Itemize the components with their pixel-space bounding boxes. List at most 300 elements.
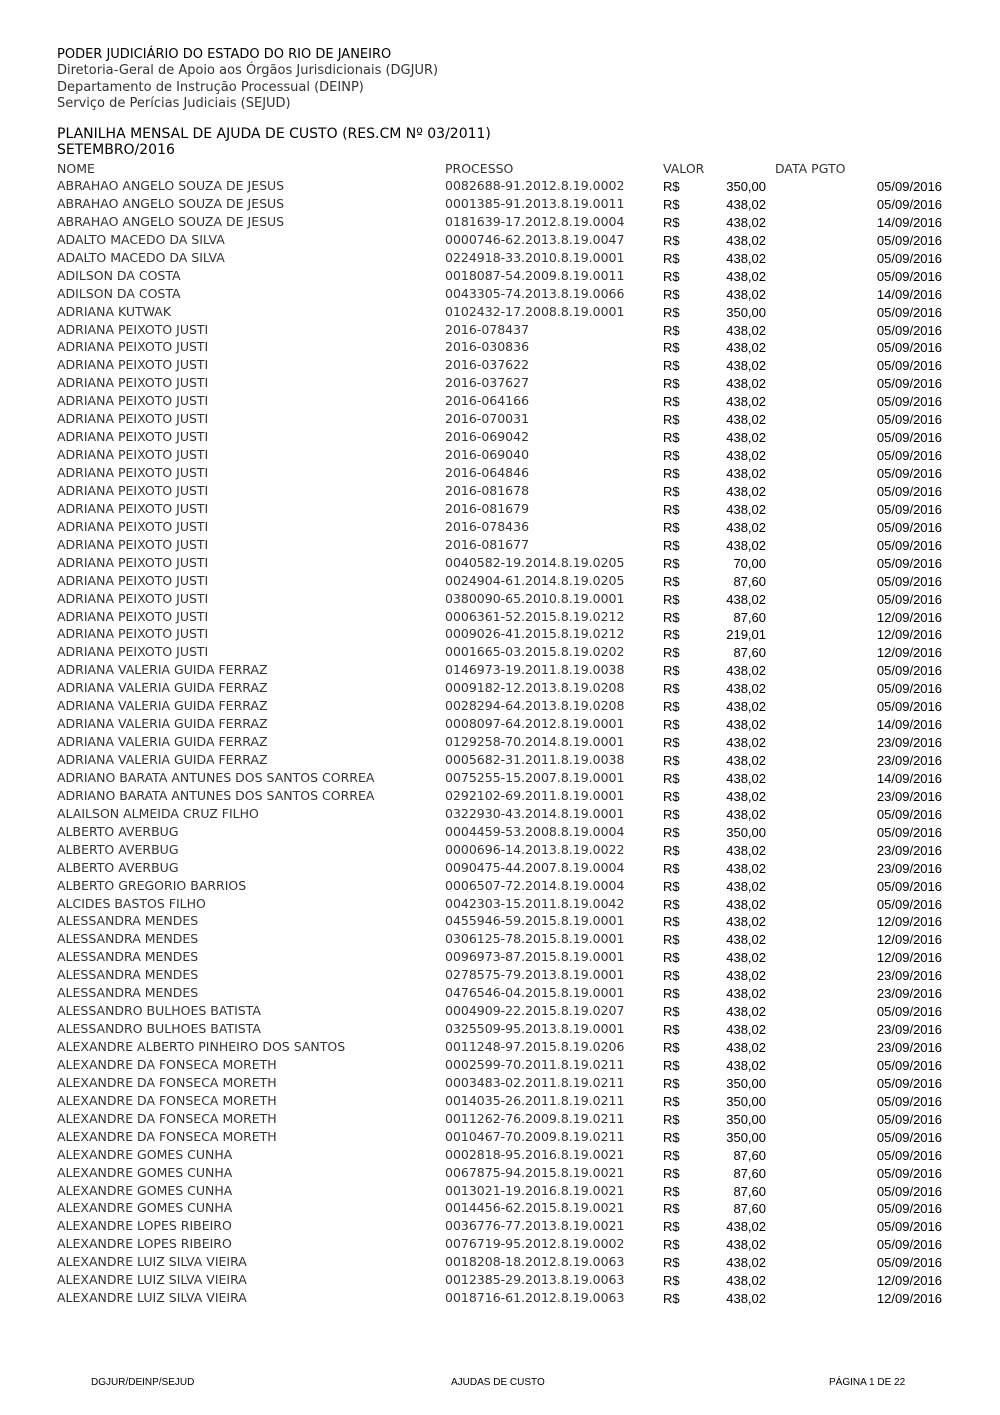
row-currency: R$ (663, 878, 680, 894)
row-currency: R$ (663, 645, 680, 661)
row-currency: R$ (663, 770, 680, 786)
table-row (0, 859, 1000, 877)
table-row (0, 895, 1000, 913)
row-name: ALEXANDRE GOMES CUNHA (57, 1182, 233, 1198)
row-name: ALESSANDRA MENDES (57, 985, 199, 1001)
row-date: 05/09/2016 (876, 232, 942, 248)
row-value: 438,02 (726, 663, 766, 679)
row-date: 23/09/2016 (876, 1040, 942, 1055)
row-currency: R$ (663, 1093, 680, 1109)
row-currency: R$ (663, 1147, 680, 1163)
row-process: 0014456-62.2015.8.19.0021 (445, 1200, 625, 1216)
row-currency: R$ (663, 753, 680, 768)
row-name: ALBERTO AVERBUG (57, 859, 179, 875)
row-currency: R$ (663, 627, 680, 643)
row-process: 2016-030836 (445, 339, 530, 355)
row-currency: R$ (663, 358, 680, 374)
row-name: ALEXANDRE DA FONSECA MORETH (57, 1092, 277, 1108)
row-process: 2016-078436 (445, 518, 530, 534)
row-value: 438,02 (726, 448, 766, 464)
row-name: ADRIANA VALERIA GUIDA FERRAZ (57, 734, 268, 750)
row-value: 87,60 (733, 1201, 766, 1217)
row-process: 0306125-78.2015.8.19.0001 (445, 931, 625, 947)
row-process: 0013021-19.2016.8.19.0021 (445, 1182, 625, 1198)
row-process: 0014035-26.2011.8.19.0211 (445, 1092, 625, 1108)
row-currency: R$ (663, 519, 680, 535)
row-value: 438,02 (726, 1004, 766, 1020)
row-currency: R$ (663, 699, 680, 715)
row-currency: R$ (663, 214, 680, 230)
table-row (0, 392, 1000, 410)
table-row (0, 877, 1000, 895)
row-name: ALEXANDRE LUIZ SILVA VIEIRA (57, 1254, 247, 1270)
row-process: 0006361-52.2015.8.19.0212 (445, 608, 625, 624)
row-value: 438,02 (726, 842, 766, 858)
row-name: ALEXANDRE LUIZ SILVA VIEIRA (57, 1272, 247, 1288)
row-value: 438,02 (726, 376, 766, 392)
row-name: ALEXANDRE DA FONSECA MORETH (57, 1056, 277, 1072)
row-date: 05/09/2016 (876, 394, 942, 410)
row-process: 0008097-64.2012.8.19.0001 (445, 716, 625, 732)
row-currency: R$ (663, 681, 680, 697)
row-process: 2016-078437 (445, 321, 530, 337)
table-row (0, 1182, 1000, 1200)
table-row (0, 1092, 1000, 1110)
row-process: 0076719-95.2012.8.19.0002 (445, 1236, 625, 1252)
row-name: ADRIANA PEIXOTO JUSTI (57, 626, 209, 642)
row-value: 438,02 (726, 537, 766, 553)
row-value: 87,60 (733, 1147, 766, 1163)
table-row (0, 267, 1000, 285)
row-name: ADRIANA VALERIA GUIDA FERRAZ (57, 698, 268, 714)
row-currency: R$ (663, 555, 680, 571)
table-row (0, 608, 1000, 626)
row-date: 05/09/2016 (876, 1057, 942, 1073)
row-value: 438,02 (726, 1237, 766, 1253)
row-value: 438,02 (726, 914, 766, 930)
table-row (0, 1074, 1000, 1092)
row-date: 05/09/2016 (876, 340, 942, 356)
table-row (0, 410, 1000, 428)
row-process: 0004909-22.2015.8.19.0207 (445, 1003, 625, 1019)
row-value: 438,02 (726, 430, 766, 446)
row-process: 0006507-72.2014.8.19.0004 (445, 877, 625, 893)
row-value: 350,00 (726, 1093, 766, 1109)
row-name: ALEXANDRE DA FONSECA MORETH (57, 1128, 277, 1144)
row-currency: R$ (663, 1255, 680, 1271)
row-currency: R$ (663, 376, 680, 392)
row-process: 0005682-31.2011.8.19.0038 (445, 752, 625, 767)
row-process: 0322930-43.2014.8.19.0001 (445, 805, 625, 821)
table-row (0, 428, 1000, 446)
row-process: 2016-069040 (445, 447, 530, 463)
table-row (0, 249, 1000, 267)
column-header-process: PROCESSO (445, 161, 514, 176)
row-currency: R$ (663, 609, 680, 625)
row-value: 438,02 (726, 950, 766, 966)
row-process: 0009026-41.2015.8.19.0212 (445, 626, 625, 642)
table-row (0, 590, 1000, 608)
row-name: ADRIANA VALERIA GUIDA FERRAZ (57, 716, 268, 732)
row-currency: R$ (663, 717, 680, 733)
row-process: 2016-037627 (445, 375, 530, 391)
row-name: ADRIANA PEIXOTO JUSTI (57, 590, 209, 606)
row-process: 0018208-18.2012.8.19.0063 (445, 1254, 625, 1270)
row-date: 05/09/2016 (876, 591, 942, 607)
row-date: 05/09/2016 (876, 179, 942, 194)
table-row (0, 930, 1000, 948)
row-process: 0043305-74.2013.8.19.0066 (445, 285, 625, 301)
table-row (0, 374, 1000, 392)
table-row (0, 769, 1000, 787)
row-currency: R$ (663, 412, 680, 428)
row-name: ADRIANA PEIXOTO JUSTI (57, 536, 209, 552)
row-name: ALESSANDRO BULHOES BATISTA (57, 1021, 261, 1037)
row-name: ALEXANDRE GOMES CUNHA (57, 1164, 233, 1180)
row-process: 0011262-76.2009.8.19.0211 (445, 1110, 625, 1126)
row-date: 05/09/2016 (876, 412, 942, 428)
row-process: 0102432-17.2008.8.19.0001 (445, 303, 625, 319)
row-value: 219,01 (726, 627, 766, 643)
row-date: 05/09/2016 (876, 555, 942, 571)
row-currency: R$ (663, 1237, 680, 1253)
row-process: 2016-069042 (445, 429, 530, 445)
document-titles (57, 126, 491, 158)
table-row (0, 697, 1000, 715)
table-row (0, 841, 1000, 859)
row-name: ADRIANA PEIXOTO JUSTI (57, 339, 209, 355)
row-name: ALEXANDRE DA FONSECA MORETH (57, 1074, 277, 1090)
row-date: 05/09/2016 (876, 268, 942, 284)
row-date: 05/09/2016 (876, 1201, 942, 1217)
row-date: 05/09/2016 (876, 376, 942, 392)
row-value: 438,02 (726, 753, 766, 768)
row-currency: R$ (663, 1057, 680, 1073)
row-date: 05/09/2016 (876, 1219, 942, 1235)
row-currency: R$ (663, 573, 680, 589)
row-process: 0009182-12.2013.8.19.0208 (445, 680, 625, 696)
row-value: 438,02 (726, 860, 766, 876)
row-date: 23/09/2016 (876, 986, 942, 1002)
row-process: 0075255-15.2007.8.19.0001 (445, 769, 625, 785)
row-value: 87,60 (733, 609, 766, 625)
row-currency: R$ (663, 340, 680, 356)
row-date: 12/09/2016 (876, 1291, 942, 1307)
row-process: 0000746-62.2013.8.19.0047 (445, 231, 625, 247)
row-date: 05/09/2016 (876, 196, 942, 212)
row-date: 23/09/2016 (876, 788, 942, 804)
row-date: 14/09/2016 (876, 214, 942, 230)
row-date: 05/09/2016 (876, 663, 942, 679)
row-value: 438,02 (726, 1040, 766, 1055)
row-currency: R$ (663, 466, 680, 481)
row-date: 05/09/2016 (876, 878, 942, 894)
table-row (0, 1056, 1000, 1074)
table-row (0, 1217, 1000, 1235)
row-currency: R$ (663, 842, 680, 858)
row-process: 0129258-70.2014.8.19.0001 (445, 734, 625, 750)
row-date: 05/09/2016 (876, 430, 942, 446)
row-date: 05/09/2016 (876, 501, 942, 517)
row-currency: R$ (663, 250, 680, 266)
row-name: ADALTO MACEDO DA SILVA (57, 249, 225, 265)
row-name: ALEXANDRE DA FONSECA MORETH (57, 1110, 277, 1126)
row-name: ADRIANA PEIXOTO JUSTI (57, 321, 209, 337)
row-date: 05/09/2016 (876, 824, 942, 840)
row-value: 438,02 (726, 986, 766, 1002)
row-name: ALEXANDRE ALBERTO PINHEIRO DOS SANTOS (57, 1039, 346, 1054)
row-currency: R$ (663, 1075, 680, 1091)
row-value: 350,00 (726, 1129, 766, 1145)
row-date: 05/09/2016 (876, 1237, 942, 1253)
row-name: ALESSANDRO BULHOES BATISTA (57, 1003, 261, 1019)
table-row (0, 823, 1000, 841)
service-line: Serviço de Perícias Judiciais (SEJUD) (57, 96, 291, 111)
row-name: ABRAHAO ANGELO SOUZA DE JESUS (57, 195, 285, 211)
row-name: ADRIANA PEIXOTO JUSTI (57, 572, 209, 588)
row-process: 0380090-65.2010.8.19.0001 (445, 590, 625, 606)
row-date: 05/09/2016 (876, 448, 942, 464)
row-date: 05/09/2016 (876, 1183, 942, 1199)
table-row (0, 625, 1000, 643)
row-process: 2016-081677 (445, 536, 530, 552)
row-name: ABRAHAO ANGELO SOUZA DE JESUS (57, 178, 285, 193)
row-value: 438,02 (726, 1022, 766, 1038)
row-date: 05/09/2016 (876, 358, 942, 374)
row-value: 438,02 (726, 699, 766, 715)
table-row (0, 213, 1000, 231)
row-date: 12/09/2016 (876, 950, 942, 966)
row-name: ADRIANA PEIXOTO JUSTI (57, 608, 209, 624)
row-currency: R$ (663, 591, 680, 607)
row-date: 05/09/2016 (876, 1075, 942, 1091)
row-value: 438,02 (726, 519, 766, 535)
table-row (0, 446, 1000, 464)
table-row (0, 643, 1000, 661)
row-value: 350,00 (726, 1075, 766, 1091)
table-row (0, 715, 1000, 733)
table-row (0, 482, 1000, 500)
row-name: ALEXANDRE GOMES CUNHA (57, 1200, 233, 1216)
table-row (0, 1235, 1000, 1253)
row-date: 23/09/2016 (876, 860, 942, 876)
row-process: 0001385-91.2013.8.19.0011 (445, 195, 625, 211)
row-name: ALBERTO GREGORIO BARRIOS (57, 877, 247, 893)
row-currency: R$ (663, 286, 680, 302)
row-currency: R$ (663, 986, 680, 1002)
footer-subject: AJUDAS DE CUSTO (451, 1377, 545, 1388)
row-date: 14/09/2016 (876, 286, 942, 302)
row-process: 0476546-04.2015.8.19.0001 (445, 985, 625, 1001)
row-currency: R$ (663, 1129, 680, 1145)
row-value: 438,02 (726, 286, 766, 302)
row-currency: R$ (663, 430, 680, 446)
row-currency: R$ (663, 932, 680, 948)
row-value: 438,02 (726, 896, 766, 912)
table-row (0, 733, 1000, 751)
row-value: 438,02 (726, 466, 766, 481)
row-value: 87,60 (733, 1183, 766, 1199)
row-name: ADRIANA VALERIA GUIDA FERRAZ (57, 680, 268, 696)
row-date: 05/09/2016 (876, 1129, 942, 1145)
row-value: 438,02 (726, 483, 766, 499)
table-row (0, 1271, 1000, 1289)
row-value: 438,02 (726, 501, 766, 517)
row-value: 438,02 (726, 717, 766, 733)
row-process: 2016-064846 (445, 465, 530, 480)
row-process: 0278575-79.2013.8.19.0001 (445, 967, 625, 983)
row-date: 05/09/2016 (876, 573, 942, 589)
row-value: 438,02 (726, 1219, 766, 1235)
row-name: ADRIANA PEIXOTO JUSTI (57, 411, 209, 427)
table-row (0, 661, 1000, 679)
row-currency: R$ (663, 232, 680, 248)
row-name: ALESSANDRA MENDES (57, 967, 199, 983)
row-currency: R$ (663, 394, 680, 410)
court-name: PODER JUDICIÁRIO DO ESTADO DO RIO DE JANEIRO (57, 47, 392, 62)
row-process: 0455946-59.2015.8.19.0001 (445, 913, 625, 929)
table-row (0, 303, 1000, 321)
row-value: 438,02 (726, 322, 766, 338)
row-date: 05/09/2016 (876, 1111, 942, 1127)
row-name: ALESSANDRA MENDES (57, 931, 199, 947)
row-date: 05/09/2016 (876, 699, 942, 715)
row-currency: R$ (663, 1022, 680, 1038)
table-row (0, 984, 1000, 1002)
table-row (0, 787, 1000, 805)
row-date: 12/09/2016 (876, 609, 942, 625)
row-name: ALESSANDRA MENDES (57, 949, 199, 965)
table-row (0, 572, 1000, 590)
row-date: 05/09/2016 (876, 322, 942, 338)
row-process: 0010467-70.2009.8.19.0211 (445, 1128, 625, 1144)
row-value: 438,02 (726, 932, 766, 948)
table-row (0, 1002, 1000, 1020)
row-date: 14/09/2016 (876, 717, 942, 733)
row-name: ADILSON DA COSTA (57, 267, 181, 283)
column-header-name: NOME (57, 161, 95, 176)
row-date: 05/09/2016 (876, 806, 942, 822)
row-process: 0036776-77.2013.8.19.0021 (445, 1218, 625, 1234)
table-row (0, 338, 1000, 356)
table-row (0, 554, 1000, 572)
row-name: ALBERTO AVERBUG (57, 841, 179, 857)
footer-page-number: PÁGINA 1 DE 22 (829, 1377, 906, 1388)
row-process: 0067875-94.2015.8.19.0021 (445, 1164, 625, 1180)
row-currency: R$ (663, 914, 680, 930)
row-date: 05/09/2016 (876, 466, 942, 481)
row-currency: R$ (663, 824, 680, 840)
row-name: ADRIANA PEIXOTO JUSTI (57, 644, 209, 660)
row-value: 438,02 (726, 968, 766, 984)
row-date: 12/09/2016 (876, 627, 942, 643)
directorate-line: Diretoria-Geral de Apoio aos Órgãos Jurisdicionais (DGJUR) (57, 63, 439, 78)
row-currency: R$ (663, 1004, 680, 1020)
row-date: 05/09/2016 (876, 681, 942, 697)
row-date: 05/09/2016 (876, 519, 942, 535)
row-value: 438,02 (726, 358, 766, 374)
row-name: ABRAHAO ANGELO SOUZA DE JESUS (57, 213, 285, 229)
table-row (0, 948, 1000, 966)
row-process: 0002599-70.2011.8.19.0211 (445, 1056, 625, 1072)
table-row (0, 679, 1000, 697)
row-currency: R$ (663, 788, 680, 804)
row-date: 23/09/2016 (876, 842, 942, 858)
row-name: ADRIANA PEIXOTO JUSTI (57, 465, 209, 480)
row-date: 05/09/2016 (876, 896, 942, 912)
row-name: ADRIANO BARATA ANTUNES DOS SANTOS CORREA (57, 787, 375, 803)
row-currency: R$ (663, 1111, 680, 1127)
row-currency: R$ (663, 1165, 680, 1181)
row-date: 05/09/2016 (876, 1004, 942, 1020)
row-value: 438,02 (726, 735, 766, 751)
row-name: ADRIANA PEIXOTO JUSTI (57, 393, 209, 409)
row-name: ALEXANDRE LOPES RIBEIRO (57, 1218, 232, 1234)
table-row (0, 1020, 1000, 1038)
row-name: ADRIANA VALERIA GUIDA FERRAZ (57, 752, 268, 767)
row-date: 05/09/2016 (876, 1165, 942, 1181)
row-process: 0146973-19.2011.8.19.0038 (445, 662, 625, 678)
row-value: 438,02 (726, 412, 766, 428)
row-currency: R$ (663, 1273, 680, 1289)
row-process: 0018087-54.2009.8.19.0011 (445, 267, 625, 283)
row-process: 2016-081679 (445, 500, 530, 516)
row-name: ADRIANA PEIXOTO JUSTI (57, 447, 209, 463)
row-currency: R$ (663, 483, 680, 499)
row-name: ALESSANDRA MENDES (57, 913, 199, 929)
row-value: 438,02 (726, 1057, 766, 1073)
row-currency: R$ (663, 537, 680, 553)
table-row (0, 518, 1000, 536)
row-date: 05/09/2016 (876, 537, 942, 553)
row-process: 0004459-53.2008.8.19.0004 (445, 823, 625, 839)
table-row (0, 500, 1000, 518)
row-date: 23/09/2016 (876, 968, 942, 984)
row-process: 2016-081678 (445, 482, 530, 498)
row-name: ADRIANA PEIXOTO JUSTI (57, 357, 209, 373)
row-currency: R$ (663, 322, 680, 338)
table-row (0, 751, 1000, 769)
row-value: 438,02 (726, 1273, 766, 1289)
row-name: ADILSON DA COSTA (57, 285, 181, 301)
row-process: 0292102-69.2011.8.19.0001 (445, 787, 625, 803)
row-value: 350,00 (726, 824, 766, 840)
row-value: 438,02 (726, 806, 766, 822)
row-currency: R$ (663, 896, 680, 912)
row-date: 12/09/2016 (876, 645, 942, 661)
row-process: 0000696-14.2013.8.19.0022 (445, 841, 625, 857)
row-name: ADRIANA VALERIA GUIDA FERRAZ (57, 662, 268, 678)
row-process: 2016-037622 (445, 357, 530, 373)
row-value: 438,02 (726, 591, 766, 607)
row-date: 12/09/2016 (876, 1273, 942, 1289)
row-value: 87,60 (733, 645, 766, 661)
row-process: 0325509-95.2013.8.19.0001 (445, 1021, 625, 1037)
row-currency: R$ (663, 663, 680, 679)
row-value: 350,00 (726, 304, 766, 320)
row-name: ADRIANO BARATA ANTUNES DOS SANTOS CORREA (57, 769, 375, 785)
row-value: 438,02 (726, 1255, 766, 1271)
row-process: 0224918-33.2010.8.19.0001 (445, 249, 625, 265)
row-value: 87,60 (733, 1165, 766, 1181)
row-process: 0028294-64.2013.8.19.0208 (445, 698, 625, 714)
row-value: 438,02 (726, 394, 766, 410)
row-value: 350,00 (726, 179, 766, 194)
row-date: 05/09/2016 (876, 250, 942, 266)
row-value: 438,02 (726, 214, 766, 230)
row-process: 0003483-02.2011.8.19.0211 (445, 1074, 625, 1090)
row-value: 87,60 (733, 573, 766, 589)
